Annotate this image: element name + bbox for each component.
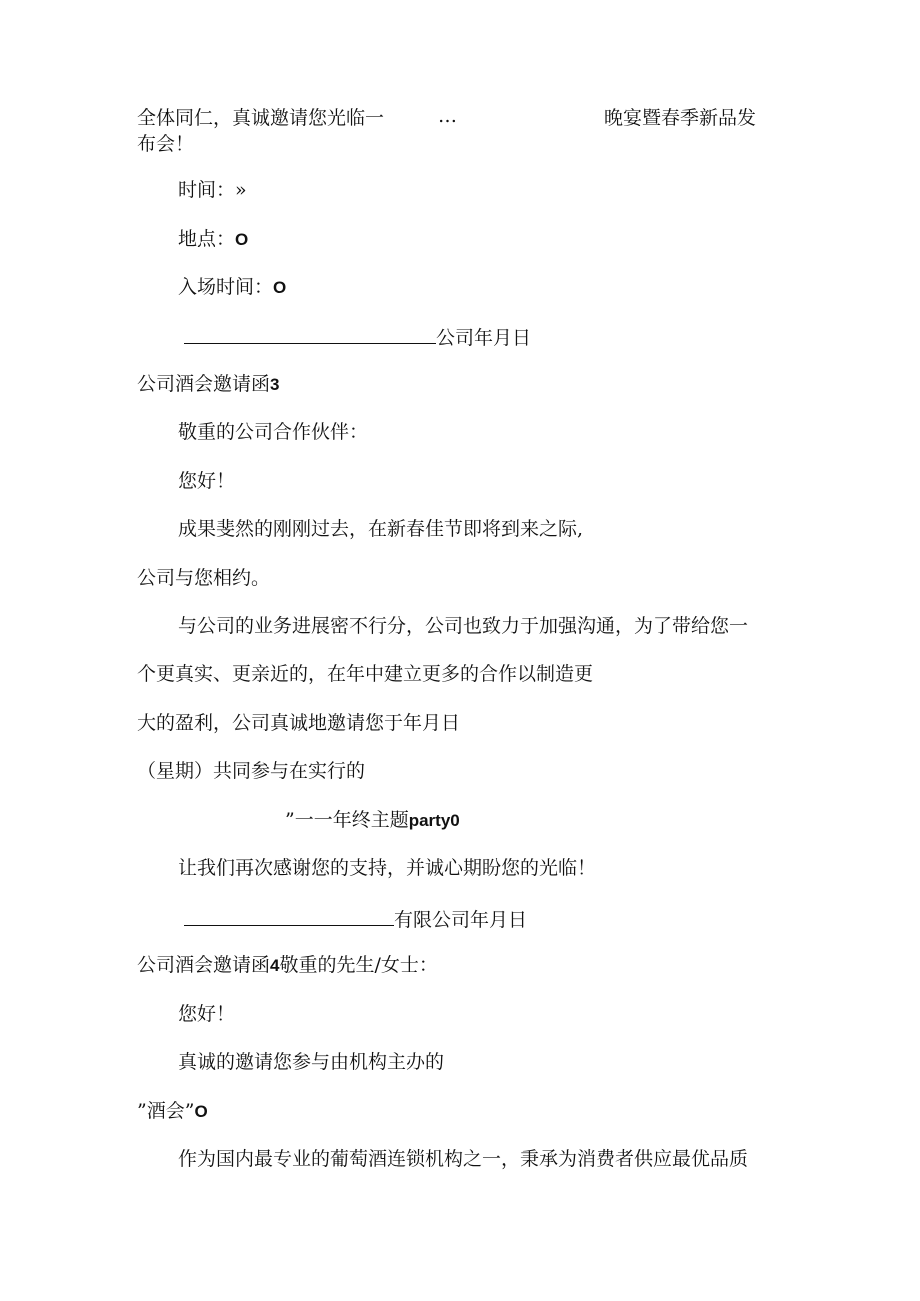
blank-underline (184, 323, 436, 344)
place-line: 地点：O (178, 228, 249, 250)
greeting: 您好！ (178, 470, 236, 492)
event-title: ”一一年终主题party0 (285, 809, 460, 831)
paragraph-line: （星期）共同参与在实行的 (137, 760, 366, 782)
paragraph-line: 个更真实、更亲近的，在年中建立更多的合作以制造更 (137, 663, 594, 685)
signature-line: 公司年月日 (184, 323, 531, 350)
paragraph-line: 让我们再次感谢您的支持，并诚心期盼您的光临！ (178, 857, 597, 879)
ellipsis-text: … (438, 105, 457, 127)
text-line: 晚宴暨春季新品发 (604, 107, 757, 129)
text-line: 全体同仁，真诚邀请您光临一 (137, 107, 385, 129)
section-heading: 公司酒会邀请函4敬重的先生/女士： (137, 954, 438, 976)
greeting: 您好！ (178, 1003, 236, 1025)
paragraph-line: 成果斐然的刚刚过去，在新春佳节即将到来之际, (178, 518, 584, 540)
section-heading: 公司酒会邀请函3 (137, 373, 280, 395)
blank-underline (184, 905, 394, 926)
signature-line: 有限公司年月日 (184, 905, 527, 932)
entry-time-line: 入场时间：O (178, 276, 287, 298)
salutation: 敬重的公司合作伙伴： (178, 421, 369, 443)
paragraph-line: ”酒会”O (137, 1100, 208, 1122)
text-line: 布会！ (137, 133, 195, 155)
paragraph-line: 大的盈利，公司真诚地邀请您于年月日 (137, 712, 461, 734)
time-line: 时间：» (178, 179, 247, 201)
paragraph-line: 作为国内最专业的葡萄酒连锁机构之一，秉承为消费者供应最优品质 (178, 1148, 749, 1170)
paragraph-line: 公司与您相约。 (137, 567, 271, 589)
paragraph-line: 真诚的邀请您参与由机构主办的 (178, 1051, 445, 1073)
paragraph-line: 与公司的业务进展密不行分，公司也致力于加强沟通，为了带给您一 (178, 615, 749, 637)
